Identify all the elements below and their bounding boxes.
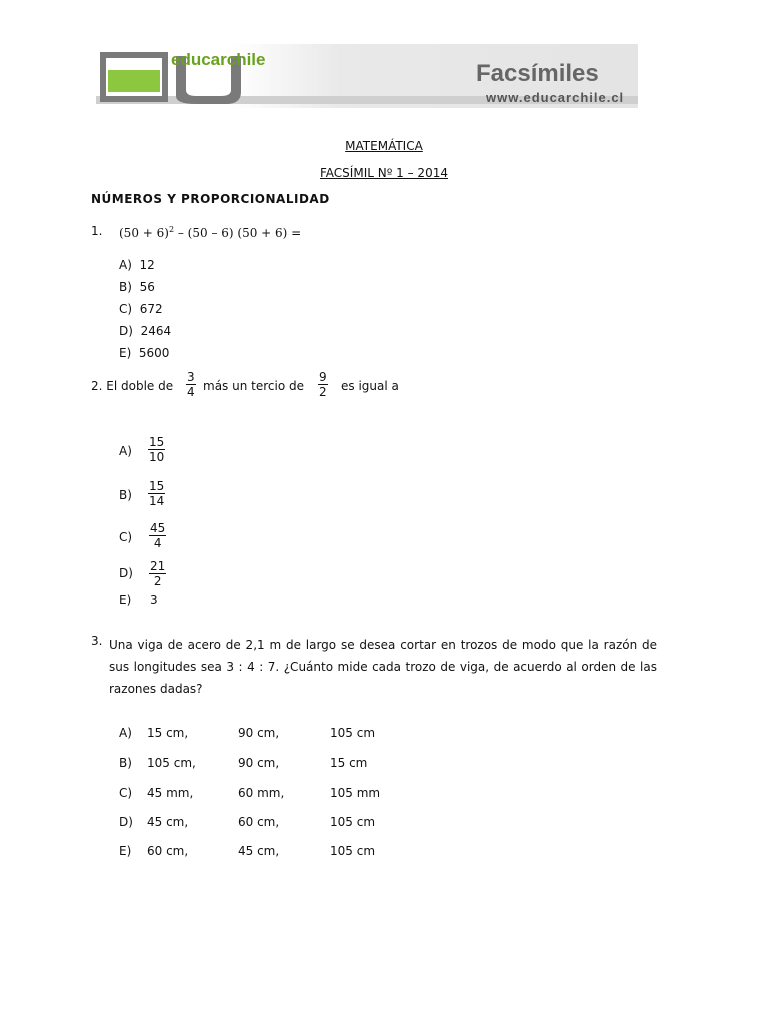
q1-rest: – (50 – 6) (50 + 6) = (174, 226, 302, 240)
brand-name: educarchile (171, 50, 266, 69)
q3-option: C) (119, 786, 133, 800)
q1-option: E) 5600 (119, 346, 170, 360)
section-title: NÚMEROS Y PROPORCIONALIDAD (91, 192, 330, 206)
q3-option: E) (119, 844, 132, 858)
q3-option-col3: 105 mm (330, 786, 381, 800)
q2-option-letter: B) (119, 488, 132, 502)
q3-option-col3: 105 cm (330, 844, 376, 858)
q3-option-col2: 90 cm, (238, 756, 280, 770)
q2-prefix: 2. El doble de (91, 379, 174, 393)
q2-option-fraction: 15 10 (149, 435, 165, 464)
q3-option-col2: 60 cm, (238, 815, 280, 829)
q3-option-col1: 45 mm, (147, 786, 194, 800)
q3-option-col1: 45 cm, (147, 815, 189, 829)
q2-fraction-2: 9 2 (319, 370, 327, 399)
q2-option-fraction: 45 4 (150, 521, 166, 550)
q3-option-col2: 60 mm, (238, 786, 285, 800)
q2-option-letter: C) (119, 530, 133, 544)
q3-text: Una viga de acero de 2,1 m de largo se desea cortar en trozos de modo que la razón de sus longitudes sea 3 : 4 : 7. ¿Cuánto mide cada trozo de viga, de acuerdo al orden de las razones dadas? (109, 638, 657, 696)
q3-option-col3: 105 cm (330, 815, 376, 829)
q3-option: A) (119, 726, 132, 740)
q3-option: D) (119, 815, 133, 829)
q3-option-col3: 105 cm (330, 726, 376, 740)
q2-fraction-1: 3 4 (187, 370, 195, 399)
q1-number: 1. (91, 224, 103, 238)
q2-option-letter: A) (119, 444, 132, 458)
banner-title: Facsímiles (476, 60, 599, 87)
q2-option-fraction: 15 14 (149, 479, 165, 508)
q3-number: 3. (91, 634, 103, 648)
q3-option-col1: 105 cm, (147, 756, 196, 770)
q2-option-fraction: 21 2 (150, 559, 166, 588)
q1-option: A) 12 (119, 258, 155, 272)
subject-title: MATEMÁTICA (345, 139, 423, 153)
q3-option-col3: 15 cm (330, 756, 368, 770)
q3-option-col1: 60 cm, (147, 844, 189, 858)
q1-option: B) 56 (119, 280, 155, 294)
facsimile-title: FACSÍMIL Nº 1 – 2014 (320, 166, 448, 180)
q2-middle: más un tercio de (203, 379, 304, 393)
q3-option-col2: 90 cm, (238, 726, 280, 740)
q2-option-letter: E) (119, 593, 132, 607)
q2-option-letter: D) (119, 566, 133, 580)
q1-exponent: 2 (168, 225, 175, 234)
q1-option: C) 672 (119, 302, 163, 316)
q2-suffix: es igual a (341, 379, 399, 393)
q3-option: B) (119, 756, 132, 770)
q1-expression (119, 225, 301, 240)
q3-option-col2: 45 cm, (238, 844, 280, 858)
q3-option-col1: 15 cm, (147, 726, 189, 740)
q1-base: (50 + 6) (119, 226, 169, 240)
banner-url: www.educarchile.cl (486, 90, 625, 105)
q1-option: D) 2464 (119, 324, 172, 338)
q2-option-text: 3 (150, 593, 158, 607)
